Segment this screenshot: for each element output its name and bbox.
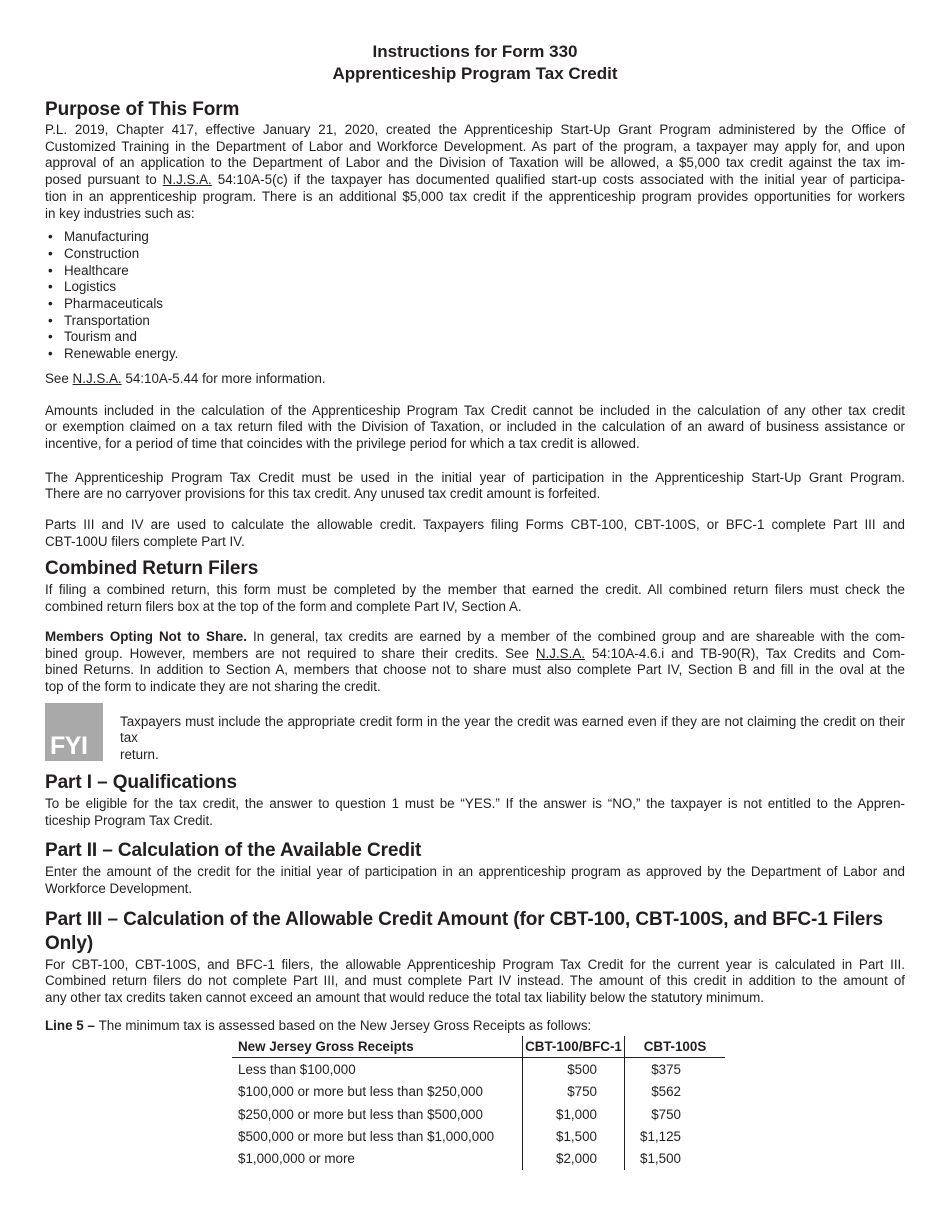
text-line <box>45 679 905 696</box>
bullet-dot-icon: • <box>48 229 53 245</box>
text-line <box>45 813 905 830</box>
text-segment: See <box>45 370 73 386</box>
table-row <box>232 1148 725 1170</box>
text-segment: Parts III and IV are used to calculate the allowable credit. Taxpayers filing Forms CBT-100, CBT-100S, or BFC-1 complete Part III and <box>45 517 905 533</box>
heading-combined-return-filers: Combined Return Filers <box>45 558 259 580</box>
bullet-item <box>45 229 905 246</box>
statute-reference: N.J.S.A. <box>162 172 212 188</box>
text-segment: 54:10A-4.6.i and TB-90(R), Tax Credits and Com- <box>585 645 905 661</box>
text-segment: Members Opting Not to Share. <box>45 628 247 644</box>
text-line <box>45 582 905 599</box>
bullet-dot-icon: • <box>48 329 53 345</box>
column-header-gross-receipts: New Jersey Gross Receipts <box>232 1036 523 1058</box>
table-row <box>232 1058 725 1081</box>
fyi-callout <box>45 703 905 764</box>
heading-purpose-of-this-form: Purpose of This Form <box>45 99 240 120</box>
text-segment: Enter the amount of the credit for the initial year of participation in an apprenticeship program as approved by the Department of Labor and <box>45 864 905 880</box>
part1-paragraph <box>45 796 905 829</box>
column-header-cbt100s: CBT-100S <box>643 1039 707 1055</box>
bullet-label: Logistics <box>64 279 117 295</box>
text-segment: approval of an application to the Department of Labor and the Division of Taxation will be allowed, a $5,000 tax credit against the tax im- <box>45 155 905 171</box>
purpose-paragraph-4 <box>45 517 905 550</box>
text-segment: or exemption claimed on a tax return filed with the Division of Taxation, or included in the calculation of an award of business assistance or <box>45 419 905 435</box>
table-cell: $750 <box>523 1081 625 1103</box>
bullet-label: Healthcare <box>64 262 129 278</box>
table-cell: $1,000 <box>523 1103 625 1125</box>
text-line <box>45 1018 905 1035</box>
table-cell: $1,125 <box>640 1128 681 1144</box>
gross-receipts-table <box>232 1036 725 1169</box>
text-line <box>45 662 905 679</box>
combined-paragraph <box>45 582 905 615</box>
text-segment: Line 5 – <box>45 1017 99 1033</box>
text-line <box>45 796 905 813</box>
text-line <box>45 646 905 663</box>
title-line-2: Apprenticeship Program Tax Credit <box>332 64 618 83</box>
table-row <box>232 1103 725 1125</box>
text-line <box>45 599 905 616</box>
bullet-dot-icon: • <box>48 262 53 278</box>
text-segment: incentive, for a period of time that coincides with the privilege period for which a tax credit is allowed. <box>45 435 640 451</box>
bullet-label: Tourism and <box>64 329 137 345</box>
bullet-item <box>45 246 905 263</box>
see-reference-line <box>45 371 905 388</box>
document-title <box>45 41 905 85</box>
bullet-dot-icon: • <box>48 245 53 261</box>
text-line <box>45 189 905 206</box>
bullet-dot-icon: • <box>48 312 53 328</box>
text-segment: Taxpayers must include the appropriate credit form in the year the credit was earned even if they are not claiming the credit on their tax <box>120 713 905 746</box>
heading-part3-allowable-credit <box>45 908 905 956</box>
text-line <box>45 155 905 172</box>
text-line <box>45 139 905 156</box>
text-line <box>45 990 905 1007</box>
text-line <box>45 973 905 990</box>
bullet-dot-icon: • <box>48 346 53 362</box>
text-segment: bined Returns. In addition to Section A, members that choose not to share must also complete Part IV, Section B and fill in the oval at the <box>45 662 905 678</box>
text-segment: CBT-100U filers complete Part IV. <box>45 533 245 549</box>
column-header-cbt100-bfc1: CBT-100/BFC-1 <box>523 1036 625 1058</box>
table-cell: $1,500 <box>640 1151 681 1167</box>
text-segment: ticeship Program Tax Credit. <box>45 812 213 828</box>
text-segment: To be eligible for the tax credit, the answer to question 1 must be “YES.” If the answer is “NO,” the taxpayer is not entitled to the Appren- <box>45 795 905 811</box>
table-cell: $500 <box>523 1058 625 1081</box>
text-line <box>45 436 905 453</box>
table-cell: Less than $100,000 <box>232 1058 523 1081</box>
text-line <box>45 419 905 436</box>
heading-part1-qualifications: Part I – Qualifications <box>45 771 237 793</box>
bullet-label: Construction <box>64 245 140 261</box>
purpose-paragraph-3 <box>45 470 905 503</box>
text-segment: bined group. However, members are not required to share their credits. See <box>45 645 536 661</box>
text-line <box>45 206 905 223</box>
table-cell: $250,000 or more but less than $500,000 <box>232 1103 523 1125</box>
title-line-1: Instructions for Form 330 <box>372 42 578 61</box>
bullet-item <box>45 263 905 280</box>
text-segment: return. <box>120 747 159 763</box>
text-segment: any other tax credits taken cannot exceed an amount that would reduce the total tax liability below the statutory minimum. <box>45 990 765 1006</box>
bullet-item <box>45 329 905 346</box>
text-segment: tion in an apprenticeship program. There is an additional $5,000 tax credit if the apprenticeship program provides opportunities for workers <box>45 188 905 204</box>
table-header-row <box>232 1036 725 1058</box>
text-line <box>45 517 905 534</box>
text-segment: The minimum tax is assessed based on the New Jersey Gross Receipts as follows: <box>98 1017 592 1033</box>
table-cell: $100,000 or more but less than $250,000 <box>232 1081 523 1103</box>
text-line <box>45 864 905 881</box>
text-line <box>120 747 905 764</box>
purpose-paragraph-2 <box>45 403 905 453</box>
text-segment: For CBT-100, CBT-100S, and BFC-1 filers, the allowable Apprenticeship Program Tax Credit for the current year is calculated in Part III. <box>45 956 905 972</box>
text-line <box>45 403 905 420</box>
fyi-icon-label: FYI <box>50 731 88 760</box>
text-segment: There are no carryover provisions for this tax credit. Any unused tax credit amount is forfeited. <box>45 486 601 502</box>
text-line <box>45 470 905 487</box>
table-row <box>232 1081 725 1103</box>
bullet-label: Transportation <box>64 312 150 328</box>
industries-bullet-list <box>45 229 905 363</box>
text-segment: In general, tax credits are earned by a member of the combined group and are shareable with the com- <box>246 628 905 644</box>
text-segment: Workforce Development. <box>45 880 193 896</box>
table-cell: $500,000 or more but less than $1,000,000 <box>232 1125 523 1147</box>
bullet-dot-icon: • <box>48 279 53 295</box>
members-opting-paragraph <box>45 629 905 696</box>
text-line <box>45 371 905 388</box>
text-segment: in key industries such as: <box>45 205 195 221</box>
fyi-note-text <box>120 714 905 764</box>
text-segment: combined return filers box at the top of the form and complete Part IV, Section A. <box>45 599 522 615</box>
line5-note <box>45 1018 905 1035</box>
text-segment: P.L. 2019, Chapter 417, effective January 21, 2020, created the Apprenticeship Start-Up Grant Program administered by the Office of <box>45 122 905 137</box>
heading-part3-line-1: Part III – Calculation of the Allowable Credit Amount (for CBT-100, CBT-100S, and BFC-1 Filers <box>45 908 883 930</box>
bullet-item <box>45 346 905 363</box>
table-cell: $375 <box>651 1062 681 1078</box>
table-row <box>232 1125 725 1147</box>
table-body <box>232 1058 725 1170</box>
text-segment: 54:10A-5.44 for more information. <box>121 370 326 386</box>
heading-part2-available-credit: Part II – Calculation of the Available Credit <box>45 840 422 862</box>
text-line <box>45 534 905 551</box>
bullet-item <box>45 279 905 296</box>
table-cell: $1,500 <box>523 1125 625 1147</box>
text-segment: top of the form to indicate they are not sharing the credit. <box>45 678 381 694</box>
statute-reference: N.J.S.A. <box>535 645 585 661</box>
text-line <box>45 172 905 189</box>
heading-part3-line-2: Only) <box>45 932 94 954</box>
text-line <box>120 714 905 747</box>
text-segment: If filing a combined return, this form must be completed by the member that earned the credit. All combined return filers must check the <box>45 582 905 598</box>
table-cell: $750 <box>651 1106 681 1122</box>
text-segment: Amounts included in the calculation of the Apprenticeship Program Tax Credit cannot be included in the calculation of any other tax credit <box>45 402 905 418</box>
text-segment: Combined return filers do not complete Part III, and must complete Part IV instead. The amount of this credit in addition to the amount of <box>45 973 905 989</box>
part2-paragraph <box>45 864 905 897</box>
purpose-paragraph-1 <box>45 122 905 222</box>
bullet-item <box>45 313 905 330</box>
text-line <box>45 629 905 646</box>
bullet-label: Manufacturing <box>64 229 149 245</box>
text-line <box>45 881 905 898</box>
table-cell: $1,000,000 or more <box>232 1148 523 1170</box>
text-segment: The Apprenticeship Program Tax Credit must be used in the initial year of participation in the Apprenticeship Start-Up Grant Program. <box>45 469 905 485</box>
fyi-icon <box>45 703 103 761</box>
text-segment: Customized Training in the Department of Labor and Workforce Development. As part of the program, a taxpayer may apply for, and upon <box>45 138 905 154</box>
bullet-label: Pharmaceuticals <box>64 296 163 312</box>
text-segment: 54:10A-5(c) if the taxpayer has documented qualified start-up costs associated with the initial year of participa- <box>211 172 905 188</box>
text-segment: posed pursuant to <box>45 172 163 188</box>
bullet-dot-icon: • <box>48 296 53 312</box>
table-cell: $562 <box>651 1084 681 1100</box>
part3-paragraph <box>45 957 905 1007</box>
text-line <box>45 957 905 974</box>
bullet-label: Renewable energy. <box>64 346 179 362</box>
text-line <box>45 486 905 503</box>
table-cell: $2,000 <box>523 1148 625 1170</box>
statute-reference: N.J.S.A. <box>72 370 122 386</box>
bullet-item <box>45 296 905 313</box>
text-line <box>45 122 905 139</box>
